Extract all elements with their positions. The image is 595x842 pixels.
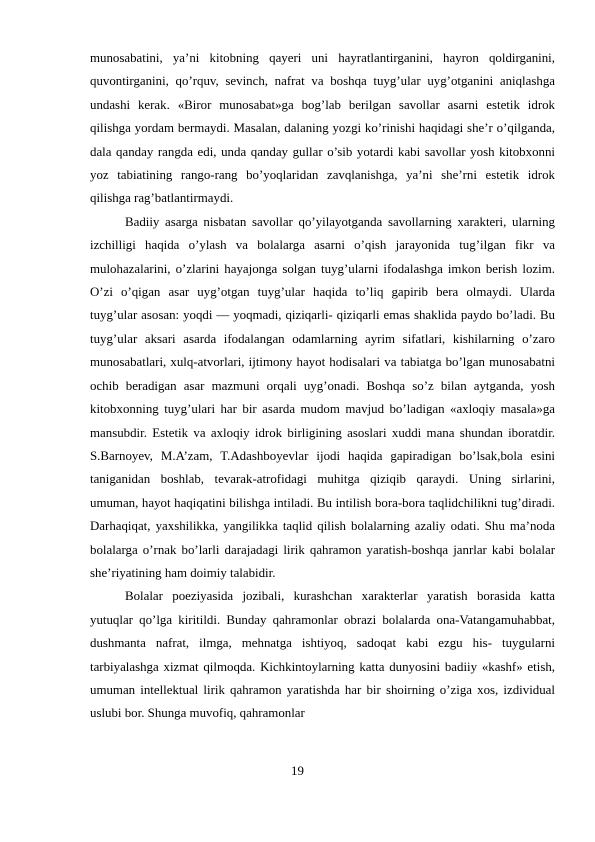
page-number: 19 (291, 764, 304, 778)
paragraph-1: munosabatini, ya’ni kitobning qayeri uni hayratlantirganini, hayron qoldirganini, quvontirganini, qo’rquv, sevinch, nafrat va boshqa tuyg’ular uyg’otganini aniqlashga undashi kerak. «Biror munosabat»ga bog’lab berilgan savollar asarni estetik idrok qilishga yordam bermaydi. Masalan, dalaning yozgi ko’rinishi haqidagi she’r o’qilganda, dala qanday rangda edi, unda qanday gullar o’sib yotardi kabi savollar yosh kitobxonni yoz tabiatining rango-rang bo’yoqlaridan zavqlanishga, ya’ni she’rni estetik idrok qilishga rag’batlantirmaydi. (90, 51, 555, 206)
paragraph-3: Bolalar poeziyasida jozibali, kurashchan xarakterlar yaratish borasida katta yutuqlar qo’lga kiritildi. Bunday qahramonlar obrazi bolalarda ona-Vatangamuhabbat, dushmanta nafrat, ilmga, mehnatga ishtiyoq, sadoqat kabi ezgu his- tuygularni tarbiyalashga xizmat qilmoqda. Kichkintoylarning katta dunyosini badiiy «kashf» etish, umuman intellektual lirik qahramon yaratishda har bir shoirning o’ziga xos, izdividual uslubi bor. Shunga muvofiq, qahramonlar (90, 589, 555, 721)
document-page (90, 47, 555, 726)
paragraph-2: Badiiy asarga nisbatan savollar qo’yilayotganda savollarning xarakteri, ularning izchilligi haqida o’ylash va bolalarga asarni o’qish jarayonida tug’ilgan fikr va mulohazalarini, o’zlarini hayajonga solgan tuyg’ularni ifodalashga imkon berish lozim. O’zi o’qigan asar uyg’otgan tuyg’ular haqida to’liq gapirib bera olmaydi. Ularda tuyg’ular asosan: yoqdi — yoqmadi, qiziqarli- qiziqarli emas shaklida paydo bo’ladi. Bu tuyg’ular aksari asarda ifodalangan odamlarning ayrim sifatlari, kishilarning o’zaro munosabatlari, xulq-atvorlari, ijtimony hayot hodisalari va tabiatga bo’lgan munosabatni ochib beradigan asar mazmuni orqali uyg’onadi. Boshqa so’z bilan aytganda, yosh kitobxonning tuyg’ulari har bir asarda mudom mavjud bo’ladigan «axloqiy masala»ga mansubdir. Estetik va axloqiy idrok birligining asoslari xuddi mana shundan iboratdir. S.Barnoyev, M.A’zam, T.Adashboyevlar ijodi haqida gapiradigan bo’lsak,bola esini taniganidan boshlab, tevarak-atrofidagi muhitga qiziqib qaraydi. Uning sirlarini, umuman, hayot haqiqatini bilishga intiladi. Bu intilish bora-bora taqlidchilikni tug’diradi. Darhaqiqat, yaxshilikka, yangilikka taqlid qilish bolalarning azaliy odati. Shu ma’noda bolalarga o’rnak bo’larli darajadagi lirik qahramon yaratish-boshqa janrlar kabi bolalar she’riyatining ham doimiy talabidir. (90, 214, 555, 580)
